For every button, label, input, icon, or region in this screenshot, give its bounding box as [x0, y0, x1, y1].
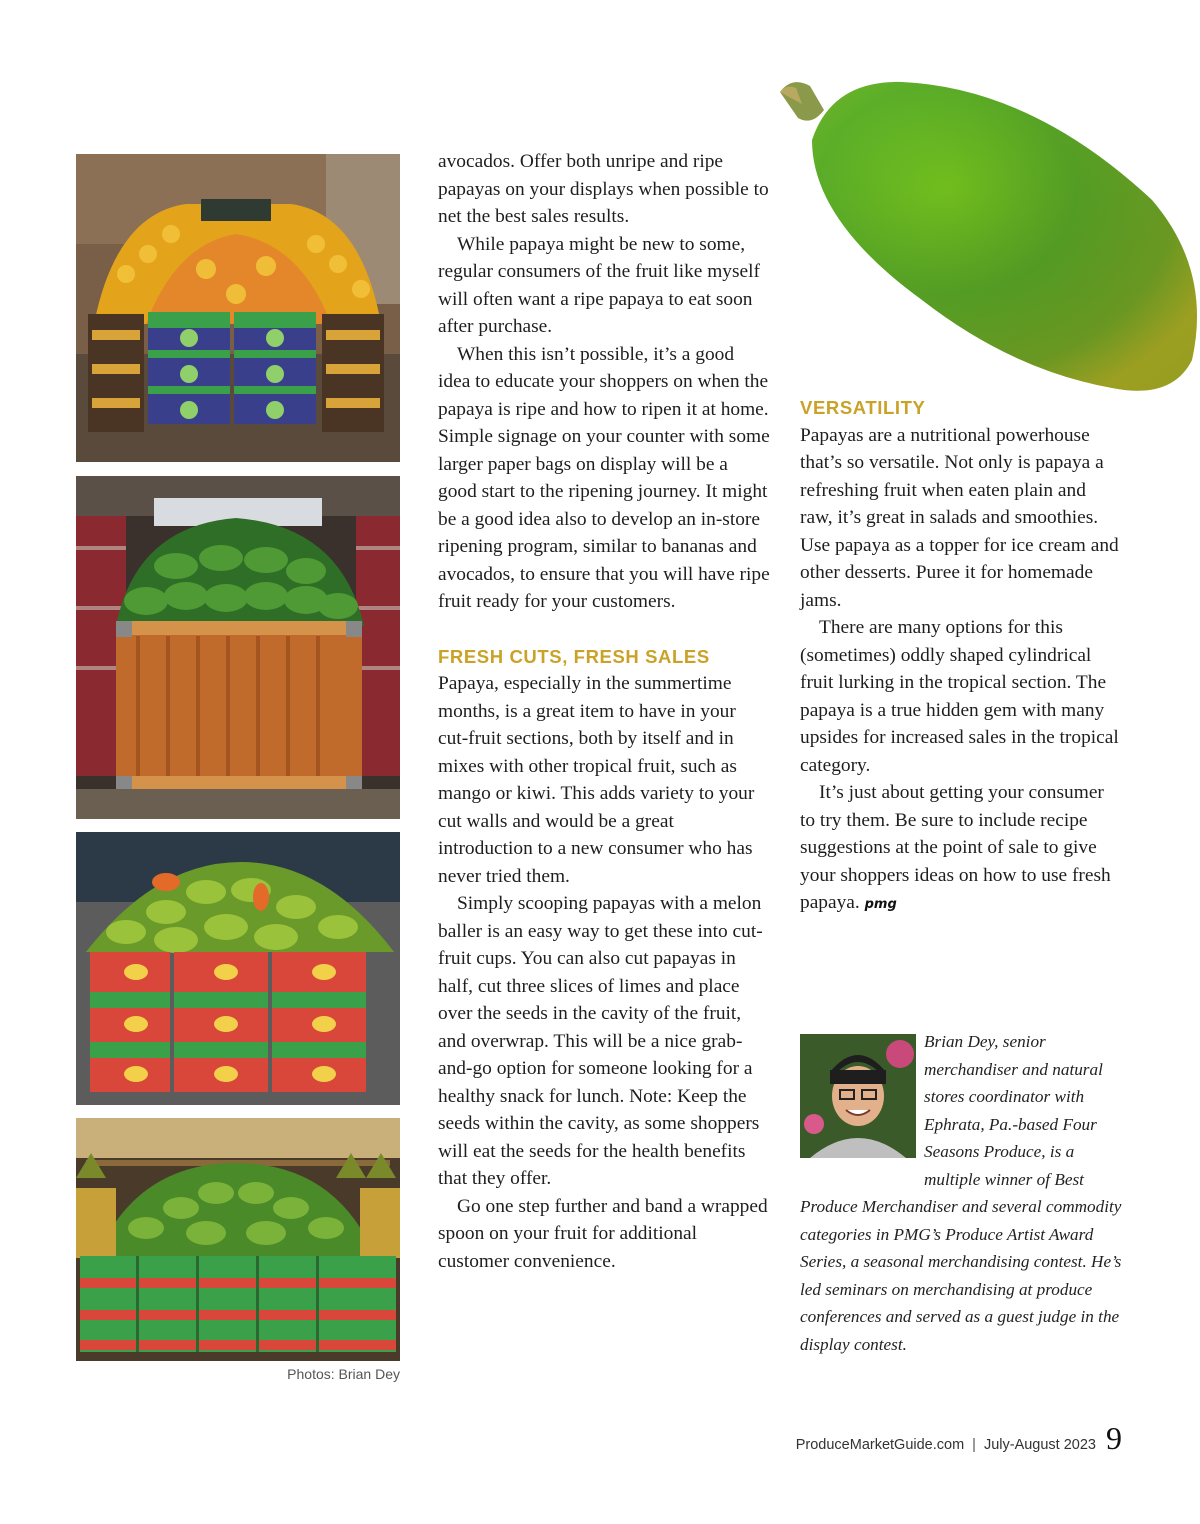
- author-bio: [800, 1028, 1122, 1358]
- photo-green-papaya-wood-crate: [76, 476, 400, 819]
- photo-organic-formosa-papaya-boxes: [76, 832, 400, 1105]
- paragraph: There are many options for this (sometimes) oddly shaped cylindrical fruit lurking in the tropical section. The papaya is a true hidden gem with many upsides for increased sales in the tropical category.: [800, 617, 1119, 776]
- paragraph: When this isn’t possible, it’s a good idea to educate your shoppers on when the papaya is ripe and how to ripen it at home. Simple signage on your counter with some larger paper bags on display will be a good start to the ripening journey. It might be a good idea also to develop an in-store ripening program, similar to bananas and avocados, to ensure that you will have ripe fruit ready for your customers.: [438, 343, 770, 612]
- paragraph: Papaya, especially in the summertime months, is a great item to have in your cut-fruit sections, both by itself and in mixes with other tropical fruit, such as mango or kiwi. This adds variety to your cut walls and would be a great introduction to a new consumer who has never tried them.: [438, 673, 755, 887]
- article-column-2: [800, 394, 1122, 919]
- photo-papaya-pineapple-display: [76, 1118, 400, 1361]
- paragraph: avocados. Offer both unripe and ripe papayas on your displays when possible to net the best sales results.: [438, 151, 769, 227]
- photo-credit: Photos: Brian Dey: [287, 1366, 400, 1382]
- paragraph: Go one step further and band a wrapped spoon on your fruit for additional customer convenience.: [438, 1195, 768, 1272]
- footer-issue: July-August 2023: [983, 1437, 1096, 1453]
- page-number: 9: [1106, 1420, 1122, 1456]
- papaya-fruit-image: [772, 70, 1200, 400]
- paragraph: Papayas are a nutritional powerhouse that’s so versatile. Not only is papaya a refreshing fruit when eaten plain and raw, it’s great in salads and smoothies. Use papaya as a topper for ice cream and other desserts. Puree it for homemade jams.: [800, 424, 1119, 611]
- pmg-end-mark: pmg: [864, 897, 897, 912]
- paragraph: [800, 779, 1122, 919]
- footer-site: ProduceMarketGuide.com: [795, 1437, 965, 1453]
- article-column-1: [438, 148, 770, 1275]
- section-heading-fresh-cuts: FRESH CUTS, FRESH SALES: [438, 645, 710, 667]
- section-heading-versatility: VERSATILITY: [800, 397, 926, 418]
- paragraph: While papaya might be new to some, regular consumers of the fruit like myself will often want a ripe papaya to eat soon after purchase.: [438, 233, 761, 337]
- photo-yellow-papaya-display: [76, 154, 400, 462]
- paragraph-text: It’s just about getting your consumer to try them. Be sure to include recipe suggestions at the point of sale to give your shoppers ideas on how to use fresh papaya.: [800, 782, 1111, 913]
- footer-separator: |: [972, 1437, 976, 1453]
- paragraph: Simply scooping papayas with a melon baller is an easy way to get these into cut-fruit cups. You can also cut papayas in half, cut three slices of limes and place over the seeds in the cavity of the fruit, and overwrap. This will be a nice grab-and-go option for someone looking for a healthy snack for lunch. Note: Keep the seeds within the cavity, as some shoppers will eat the seeds for the health benefits that they offer.: [438, 893, 763, 1189]
- author-bio-text: Brian Dey, senior merchandiser and natural stores coordinator with Ephrata, Pa.-based Four Seasons Produce, is a multiple winner of Best Produce Merchandiser and several commodity categories in PMG’s Produce Artist Award Series, a seasonal merchandising contest. He’s led seminars on merchandising at produce conferences and served as a guest judge in the display contest.: [800, 1032, 1122, 1354]
- page-footer: [796, 1420, 1122, 1457]
